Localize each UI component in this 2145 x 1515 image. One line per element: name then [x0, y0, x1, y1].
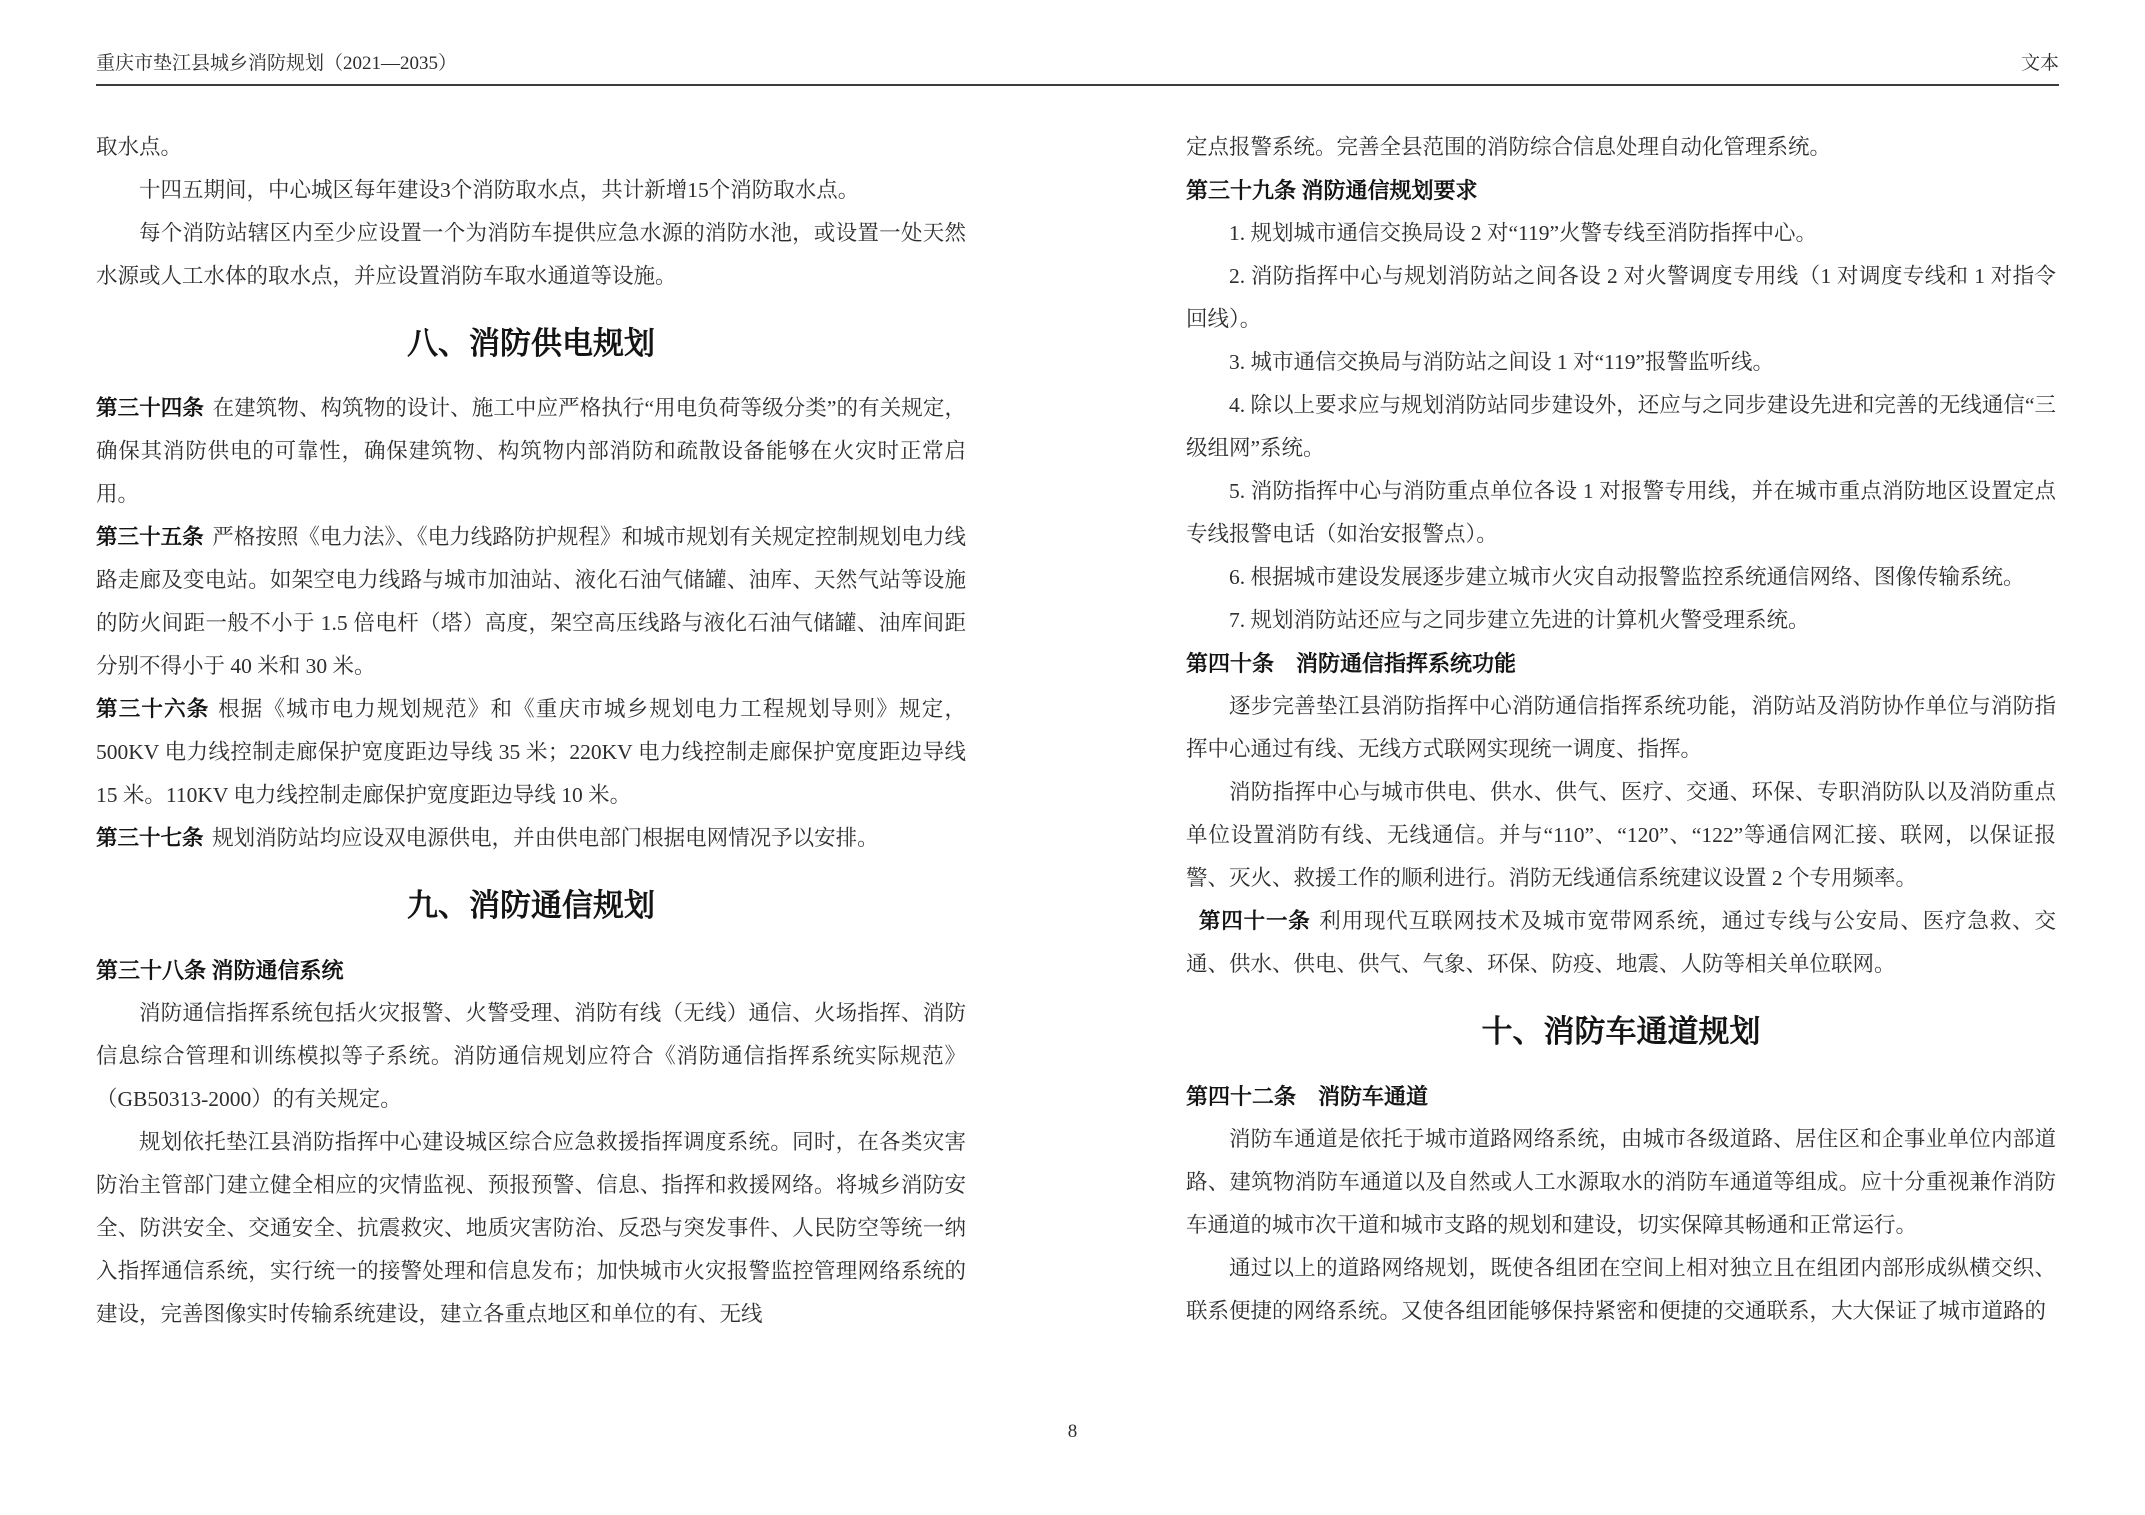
- right-column: [1186, 126, 2056, 1336]
- paragraph: 消防指挥中心与城市供电、供水、供气、医疗、交通、环保、专职消防队以及消防重点单位设置消防有线、无线通信。并与“110”、“120”、“122”等通信网汇接、联网，以保证报警、灭火、救援工作的顺利进行。消防无线通信系统建议设置 2 个专用频率。: [1186, 780, 2056, 890]
- text-columns: [96, 126, 2059, 1336]
- article-paragraph: [96, 688, 966, 817]
- article-paragraph: [96, 516, 966, 688]
- article-paragraph: [96, 387, 966, 516]
- list-item: 5. 消防指挥中心与消防重点单位各设 1 对报警专用线，并在城市重点消防地区设置定点专线报警电话（如治安报警点）。: [1186, 479, 2056, 546]
- paragraph: 十四五期间，中心城区每年建设3个消防取水点，共计新增15个消防取水点。: [139, 178, 860, 202]
- article-paragraph: [96, 817, 966, 860]
- paragraph: 定点报警系统。完善全县范围的消防综合信息处理自动化管理系统。: [1186, 135, 1832, 159]
- header-corner-label: 文本: [2020, 53, 2059, 74]
- header-title: 重庆市垫江县城乡消防规划（2021—2035）: [96, 53, 458, 74]
- article-heading: 第三十九条 消防通信规划要求: [1186, 178, 1478, 203]
- article-heading: 第三十八条 消防通信系统: [96, 958, 344, 983]
- article-heading: 第四十二条 消防车通道: [1186, 1084, 1429, 1109]
- section-heading: 十、消防车通道规划: [1481, 1014, 1761, 1049]
- article-lead: 第三十四条: [96, 396, 204, 420]
- paragraph: 规划依托垫江县消防指挥中心建设城区综合应急救援指挥调度系统。同时，在各类灾害防治主管部门建立健全相应的灾情监视、预报预警、信息、指挥和救援网络。将城乡消防安全、防洪安全、交通安全、抗震救灾、地质灾害防治、反恐与突发事件、人民防空等统一纳入指挥通信系统，实行统一的接警处理和信息发布；加快城市火灾报警监控管理网络系统的建设，完善图像实时传输系统建设，建立各重点地区和单位的有、无线: [96, 1130, 966, 1326]
- article-text: 根据《城市电力规划规范》和《重庆市城乡规划电力工程规划导则》规定，500KV 电力线控制走廊保护宽度距边导线 35 米；220KV 电力线控制走廊保护宽度距边导线 15 米。110KV 电力线控制走廊保护宽度距边导线 10 米。: [96, 697, 966, 807]
- article-lead: 第三十六条: [96, 697, 210, 721]
- paragraph: 取水点。: [96, 135, 183, 159]
- article-lead: 第四十一条: [1198, 909, 1311, 933]
- article-text: 利用现代互联网技术及城市宽带网系统，通过专线与公安局、医疗急救、交通、供水、供电、供气、气象、环保、防疫、地震、人防等相关单位联网。: [1186, 909, 2056, 976]
- article-text: 规划消防站均应设双电源供电，并由供电部门根据电网情况予以安排。: [212, 826, 879, 850]
- list-item: 1. 规划城市通信交换局设 2 对“119”火警专线至消防指挥中心。: [1229, 221, 1818, 245]
- list-item: 3. 城市通信交换局与消防站之间设 1 对“119”报警监听线。: [1229, 350, 1775, 374]
- page-header: [96, 52, 2059, 86]
- left-column: [96, 126, 966, 1336]
- paragraph: 每个消防站辖区内至少应设置一个为消防车提供应急水源的消防水池，或设置一处天然水源或人工水体的取水点，并应设置消防车取水通道等设施。: [96, 221, 966, 288]
- section-heading: 九、消防通信规划: [407, 888, 655, 923]
- paragraph: 消防通信指挥系统包括火灾报警、火警受理、消防有线（无线）通信、火场指挥、消防信息综合管理和训练模拟等子系统。消防通信规划应符合《消防通信指挥系统实际规范》（GB50313-2000）的有关规定。: [96, 1001, 966, 1111]
- paragraph: 消防车通道是依托于城市道路网络系统，由城市各级道路、居住区和企事业单位内部道路、建筑物消防车通道以及自然或人工水源取水的消防车通道等组成。应十分重视兼作消防车通道的城市次干道和城市支路的规划和建设，切实保障其畅通和正常运行。: [1186, 1127, 2056, 1237]
- list-item: 4. 除以上要求应与规划消防站同步建设外，还应与之同步建设先进和完善的无线通信“三级组网”系统。: [1186, 393, 2056, 460]
- list-item: 7. 规划消防站还应与之同步建立先进的计算机火警受理系统。: [1229, 608, 1810, 632]
- article-heading: 第四十条 消防通信指挥系统功能: [1186, 651, 1517, 676]
- article-paragraph: [1186, 900, 2056, 986]
- article-lead: 第三十五条: [96, 525, 204, 549]
- article-text: 严格按照《电力法》、《电力线路防护规程》和城市规划有关规定控制规划电力线路走廊及变电站。如架空电力线路与城市加油站、液化石油气储罐、油库、天然气站等设施的防火间距一般不小于 1.5 倍电杆（塔）高度，架空高压线路与液化石油气储罐、油库间距分别不得小于 40 米和 30 米。: [96, 525, 966, 678]
- section-heading: 八、消防供电规划: [407, 326, 655, 361]
- article-text: 在建筑物、构筑物的设计、施工中应严格执行“用电负荷等级分类”的有关规定，确保其消防供电的可靠性，确保建筑物、构筑物内部消防和疏散设备能够在火灾时正常启用。: [96, 396, 966, 506]
- list-item: 6. 根据城市建设发展逐步建立城市火灾自动报警监控系统通信网络、图像传输系统。: [1229, 565, 2025, 589]
- article-lead: 第三十七条: [96, 826, 204, 850]
- page-number: 8: [1067, 1421, 1078, 1442]
- paragraph: 通过以上的道路网络规划，既使各组团在空间上相对独立且在组团内部形成纵横交织、联系便捷的网络系统。又使各组团能够保持紧密和便捷的交通联系，大大保证了城市道路的: [1186, 1256, 2056, 1323]
- list-item: 2. 消防指挥中心与规划消防站之间各设 2 对火警调度专用线（1 对调度专线和 1 对指令回线）。: [1186, 264, 2056, 331]
- paragraph: 逐步完善垫江县消防指挥中心消防通信指挥系统功能，消防站及消防协作单位与消防指挥中心通过有线、无线方式联网实现统一调度、指挥。: [1186, 694, 2056, 761]
